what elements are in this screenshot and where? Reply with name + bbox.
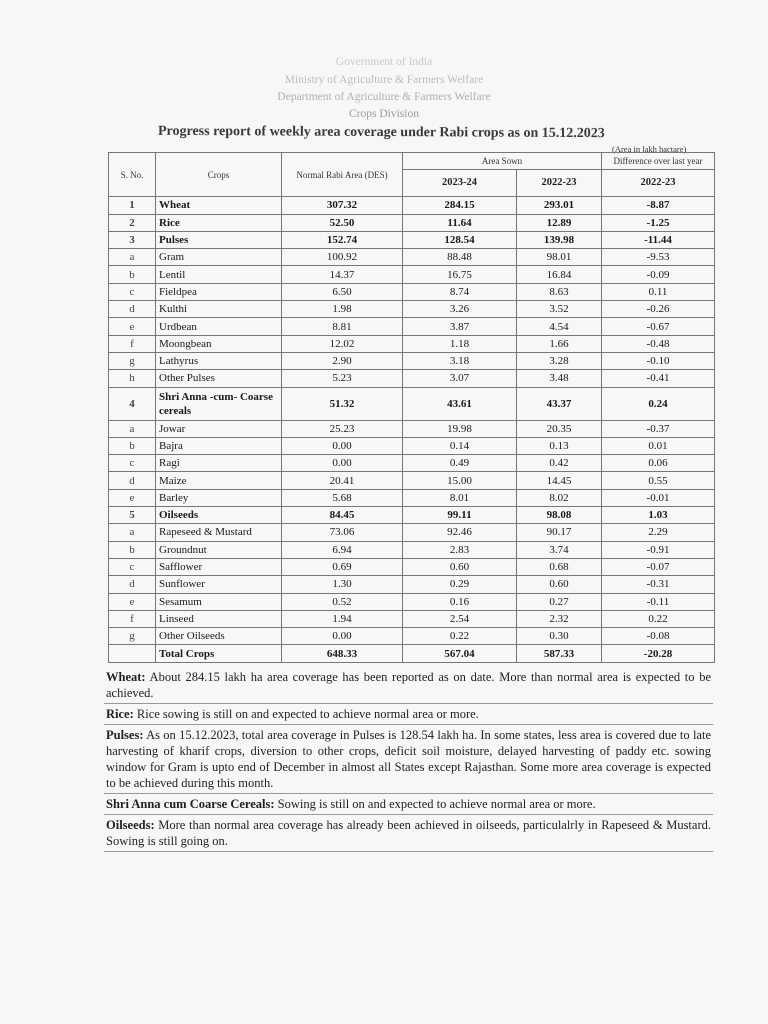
- row-normal-area: 0.00: [282, 455, 403, 472]
- row-sno: e: [109, 489, 156, 506]
- area-coverage-table: [108, 152, 715, 663]
- row-area-2022-23: 8.63: [517, 283, 602, 300]
- table-row: [109, 558, 715, 575]
- row-normal-area: 14.37: [282, 266, 403, 283]
- row-crop: Sesamum: [156, 593, 282, 610]
- row-crop: Gram: [156, 249, 282, 266]
- table-row: [109, 335, 715, 352]
- row-area-2023-24: 0.29: [403, 576, 517, 593]
- row-area-2023-24: 8.01: [403, 489, 517, 506]
- row-sno: e: [109, 318, 156, 335]
- row-area-2023-24: 0.16: [403, 593, 517, 610]
- row-difference: 0.24: [602, 387, 715, 420]
- row-area-2022-23: 139.98: [517, 231, 602, 248]
- note-text: Rice sowing is still on and expected to achieve normal area or more.: [133, 707, 479, 721]
- row-crop: Other Pulses: [156, 370, 282, 387]
- row-crop: Total Crops: [156, 645, 282, 662]
- table-row: [109, 249, 715, 266]
- row-area-2023-24: 3.07: [403, 370, 517, 387]
- table-row: [109, 628, 715, 645]
- row-normal-area: 0.00: [282, 628, 403, 645]
- row-difference: -0.48: [602, 335, 715, 352]
- row-sno: g: [109, 352, 156, 369]
- row-area-2022-23: 3.52: [517, 301, 602, 318]
- row-sno: c: [109, 558, 156, 575]
- note-paragraph: [104, 667, 713, 704]
- row-area-2022-23: 2.32: [517, 610, 602, 627]
- note-text: As on 15.12.2023, total area coverage in Pulses is 128.54 lakh ha. In some states, less area is covered due to late harvesting of kharif crops, diversion to other crops, deficit soil moisture, delayed harvesting of paddy etc. sowing window for Gram is upto end of December in almost all States except Rajasthan. Some more area coverage is expected to be achieved during this month.: [106, 728, 711, 790]
- row-normal-area: 52.50: [282, 214, 403, 231]
- row-area-2023-24: 16.75: [403, 266, 517, 283]
- row-crop: Lentil: [156, 266, 282, 283]
- header-difference: Difference over last year: [602, 153, 715, 170]
- table-row: [109, 231, 715, 248]
- row-sno: 5: [109, 507, 156, 524]
- row-area-2023-24: 0.60: [403, 558, 517, 575]
- header-government: Government of India: [335, 56, 433, 68]
- row-sno: a: [109, 420, 156, 437]
- table-row: [109, 489, 715, 506]
- row-normal-area: 100.92: [282, 249, 403, 266]
- row-difference: 2.29: [602, 524, 715, 541]
- header-2022-23: 2022-23: [517, 170, 602, 197]
- row-sno: a: [109, 524, 156, 541]
- row-normal-area: 307.32: [282, 197, 403, 214]
- row-difference: -0.01: [602, 489, 715, 506]
- row-sno: 4: [109, 387, 156, 420]
- row-area-2022-23: 0.13: [517, 437, 602, 454]
- row-difference: -0.11: [602, 593, 715, 610]
- row-difference: -20.28: [602, 645, 715, 662]
- row-area-2023-24: 88.48: [403, 249, 517, 266]
- row-normal-area: 5.23: [282, 370, 403, 387]
- note-label: Pulses:: [106, 728, 144, 742]
- note-text: Sowing is still on and expected to achieve normal area or more.: [274, 797, 596, 811]
- row-area-2023-24: 567.04: [403, 645, 517, 662]
- row-sno: b: [109, 541, 156, 558]
- row-area-2023-24: 2.54: [403, 610, 517, 627]
- row-normal-area: 0.00: [282, 437, 403, 454]
- row-area-2022-23: 0.68: [517, 558, 602, 575]
- row-crop: Ragi: [156, 455, 282, 472]
- header-sno: S. No.: [109, 153, 156, 197]
- row-area-2023-24: 43.61: [403, 387, 517, 420]
- row-area-2023-24: 3.26: [403, 301, 517, 318]
- row-difference: 0.01: [602, 437, 715, 454]
- row-crop: Urdbean: [156, 318, 282, 335]
- row-difference: -8.87: [602, 197, 715, 214]
- row-difference: -0.07: [602, 558, 715, 575]
- row-normal-area: 1.94: [282, 610, 403, 627]
- header-ministry: Ministry of Agriculture & Farmers Welfare: [284, 74, 484, 86]
- row-area-2022-23: 3.28: [517, 352, 602, 369]
- row-area-2023-24: 3.87: [403, 318, 517, 335]
- row-difference: -9.53: [602, 249, 715, 266]
- unit-note: (Area in lakh hactare): [612, 144, 687, 154]
- row-crop: Oilseeds: [156, 507, 282, 524]
- note-paragraph: [104, 704, 713, 725]
- row-normal-area: 25.23: [282, 420, 403, 437]
- row-area-2023-24: 8.74: [403, 283, 517, 300]
- note-label: Shri Anna cum Coarse Cereals:: [106, 797, 275, 811]
- table-row: [109, 437, 715, 454]
- row-area-2023-24: 11.64: [403, 214, 517, 231]
- row-crop: Jowar: [156, 420, 282, 437]
- table-row: [109, 318, 715, 335]
- row-normal-area: 73.06: [282, 524, 403, 541]
- row-area-2023-24: 99.11: [403, 507, 517, 524]
- row-difference: 1.03: [602, 507, 715, 524]
- row-sno: [109, 645, 156, 662]
- table-row: [109, 507, 715, 524]
- table-row: [109, 352, 715, 369]
- row-area-2022-23: 0.27: [517, 593, 602, 610]
- row-difference: -0.37: [602, 420, 715, 437]
- row-area-2022-23: 43.37: [517, 387, 602, 420]
- row-area-2023-24: 0.22: [403, 628, 517, 645]
- table-row: [109, 541, 715, 558]
- row-normal-area: 12.02: [282, 335, 403, 352]
- row-crop: Linseed: [156, 610, 282, 627]
- header-normal-area: Normal Rabi Area (DES): [282, 153, 403, 197]
- row-crop: Fieldpea: [156, 283, 282, 300]
- row-normal-area: 6.94: [282, 541, 403, 558]
- table-row: [109, 472, 715, 489]
- row-area-2022-23: 3.74: [517, 541, 602, 558]
- row-normal-area: 6.50: [282, 283, 403, 300]
- row-normal-area: 20.41: [282, 472, 403, 489]
- row-difference: -0.09: [602, 266, 715, 283]
- row-normal-area: 152.74: [282, 231, 403, 248]
- row-normal-area: 1.98: [282, 301, 403, 318]
- table-row: [109, 283, 715, 300]
- table-row: [109, 387, 715, 420]
- row-area-2023-24: 3.18: [403, 352, 517, 369]
- row-normal-area: 0.69: [282, 558, 403, 575]
- row-sno: f: [109, 335, 156, 352]
- table-row: [109, 610, 715, 627]
- row-difference: -0.41: [602, 370, 715, 387]
- row-crop: Wheat: [156, 197, 282, 214]
- row-difference: -0.26: [602, 301, 715, 318]
- row-difference: -0.08: [602, 628, 715, 645]
- row-area-2022-23: 98.01: [517, 249, 602, 266]
- table-row: [109, 593, 715, 610]
- row-sno: h: [109, 370, 156, 387]
- row-crop: Kulthi: [156, 301, 282, 318]
- table-row: [109, 420, 715, 437]
- row-normal-area: 0.52: [282, 593, 403, 610]
- row-normal-area: 1.30: [282, 576, 403, 593]
- note-text: More than normal area coverage has already been achieved in oilseeds, particulalrly in Rapeseed & Mustard. Sowing is still going on.: [106, 818, 711, 848]
- table-row: [109, 576, 715, 593]
- row-area-2022-23: 8.02: [517, 489, 602, 506]
- row-area-2022-23: 20.35: [517, 420, 602, 437]
- table-row: [109, 645, 715, 662]
- table-row: [109, 301, 715, 318]
- row-sno: g: [109, 628, 156, 645]
- row-crop: Rice: [156, 214, 282, 231]
- row-area-2023-24: 92.46: [403, 524, 517, 541]
- note-text: About 284.15 lakh ha area coverage has been reported as on date. More than normal area is expected to be achieved.: [106, 670, 711, 700]
- row-difference: -0.91: [602, 541, 715, 558]
- note-label: Oilseeds:: [106, 818, 155, 832]
- row-area-2023-24: 128.54: [403, 231, 517, 248]
- note-paragraph: [104, 794, 713, 815]
- row-crop: Other Oilseeds: [156, 628, 282, 645]
- row-area-2022-23: 14.45: [517, 472, 602, 489]
- note-paragraph: [104, 725, 713, 794]
- table-row: [109, 266, 715, 283]
- row-difference: 0.11: [602, 283, 715, 300]
- row-normal-area: 2.90: [282, 352, 403, 369]
- row-crop: Barley: [156, 489, 282, 506]
- table-row: [109, 455, 715, 472]
- row-difference: 0.55: [602, 472, 715, 489]
- row-area-2022-23: 4.54: [517, 318, 602, 335]
- row-area-2023-24: 284.15: [403, 197, 517, 214]
- row-difference: -1.25: [602, 214, 715, 231]
- row-normal-area: 84.45: [282, 507, 403, 524]
- row-area-2022-23: 1.66: [517, 335, 602, 352]
- row-crop: Maize: [156, 472, 282, 489]
- note-paragraph: [104, 815, 713, 852]
- row-crop: Safflower: [156, 558, 282, 575]
- header-area-sown: Area Sown: [403, 153, 602, 170]
- table-row: [109, 370, 715, 387]
- row-crop: Moongbean: [156, 335, 282, 352]
- row-crop: Rapeseed & Mustard: [156, 524, 282, 541]
- row-area-2023-24: 2.83: [403, 541, 517, 558]
- row-sno: 2: [109, 214, 156, 231]
- row-sno: e: [109, 593, 156, 610]
- row-sno: d: [109, 576, 156, 593]
- row-difference: 0.06: [602, 455, 715, 472]
- row-normal-area: 5.68: [282, 489, 403, 506]
- row-area-2022-23: 587.33: [517, 645, 602, 662]
- row-area-2022-23: 293.01: [517, 197, 602, 214]
- table-row: [109, 197, 715, 214]
- row-sno: d: [109, 472, 156, 489]
- note-label: Rice:: [106, 707, 134, 721]
- row-sno: a: [109, 249, 156, 266]
- table-row: [109, 524, 715, 541]
- row-sno: 1: [109, 197, 156, 214]
- header-2023-24: 2023-24: [403, 170, 517, 197]
- row-crop: Pulses: [156, 231, 282, 248]
- notes-section: [104, 667, 713, 852]
- row-area-2023-24: 1.18: [403, 335, 517, 352]
- row-difference: 0.22: [602, 610, 715, 627]
- row-area-2022-23: 3.48: [517, 370, 602, 387]
- row-sno: b: [109, 437, 156, 454]
- row-normal-area: 51.32: [282, 387, 403, 420]
- note-label: Wheat:: [106, 670, 146, 684]
- row-area-2022-23: 90.17: [517, 524, 602, 541]
- row-area-2022-23: 12.89: [517, 214, 602, 231]
- row-crop: Lathyrus: [156, 352, 282, 369]
- row-crop: Groundnut: [156, 541, 282, 558]
- row-sno: d: [109, 301, 156, 318]
- row-area-2023-24: 0.14: [403, 437, 517, 454]
- row-crop: Sunflower: [156, 576, 282, 593]
- header-division: Crops Division: [349, 108, 419, 120]
- row-area-2022-23: 0.42: [517, 455, 602, 472]
- table-row: [109, 214, 715, 231]
- row-area-2022-23: 0.60: [517, 576, 602, 593]
- report-title: Progress report of weekly area coverage under Rabi crops as on 15.12.2023: [157, 123, 605, 142]
- row-area-2023-24: 19.98: [403, 420, 517, 437]
- row-area-2023-24: 15.00: [403, 472, 517, 489]
- row-area-2022-23: 16.84: [517, 266, 602, 283]
- row-normal-area: 8.81: [282, 318, 403, 335]
- row-difference: -11.44: [602, 231, 715, 248]
- row-area-2022-23: 98.08: [517, 507, 602, 524]
- row-area-2023-24: 0.49: [403, 455, 517, 472]
- row-crop: Bajra: [156, 437, 282, 454]
- row-difference: -0.31: [602, 576, 715, 593]
- row-sno: b: [109, 266, 156, 283]
- row-sno: c: [109, 455, 156, 472]
- row-area-2022-23: 0.30: [517, 628, 602, 645]
- row-sno: c: [109, 283, 156, 300]
- header-diff-2022-23: 2022-23: [602, 170, 715, 197]
- header-department: Department of Agriculture & Farmers Welfare: [277, 91, 491, 103]
- row-normal-area: 648.33: [282, 645, 403, 662]
- row-sno: 3: [109, 231, 156, 248]
- row-sno: f: [109, 610, 156, 627]
- row-difference: -0.10: [602, 352, 715, 369]
- header-crops: Crops: [156, 153, 282, 197]
- row-crop: Shri Anna -cum- Coarse cereals: [156, 387, 282, 420]
- row-difference: -0.67: [602, 318, 715, 335]
